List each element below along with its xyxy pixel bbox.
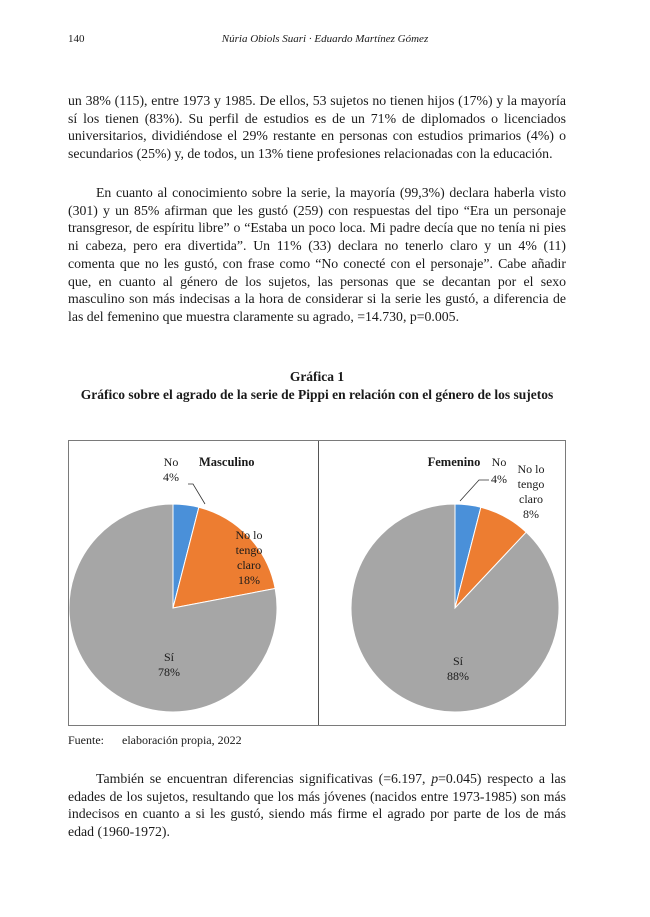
figure-title: Gráfico sobre el agrado de la serie de Pippi en relación con el género de los sujetos: [80, 386, 554, 402]
data-label-si-femenino-line: Sí: [452, 654, 464, 668]
paragraph-3-end: =0.045) respecto a las edades de los sujetos, resultando que los más jóvenes (nacidos entre 1973-1985) son más indecisos en cuanto a si les gustó, siendo más firme el agrado por parte de los de más edad (1960-1972).: [68, 771, 566, 840]
data-label-no-lo-tengo-claro-masculino-line: 18%: [238, 573, 260, 587]
pie-charts: [69, 441, 565, 725]
figure-source: [68, 733, 242, 748]
leader-line-no-femenino: [460, 480, 489, 501]
data-label-no-lo-tengo-claro-femenino: [518, 462, 545, 521]
running-title: Núria Obiols Suari · Eduardo Martínez Gómez: [221, 33, 429, 45]
page-header: [68, 33, 582, 49]
data-label-no-lo-tengo-claro-masculino-line: claro: [237, 558, 261, 572]
pie-title-femenino: Femenino: [427, 455, 481, 469]
paragraph-3-start: También se encuentran diferencias significativas (=6.197,: [96, 771, 432, 786]
pie-title-masculino: Masculino: [199, 455, 255, 469]
paragraph-1: un 38% (115), entre 1973 y 1985. De ellos, 53 sujetos no tienen hijos (17%) y la mayoría sí los tienen (83%). Su perfil de estudios es de un 71% de diplomados o licenciados universitarios, dividiéndose el 29% restante en personas con estudios primarios (4%) o secundarios (25%) y, de todos, un 13% tiene profesiones relacionadas con la educación.: [68, 93, 566, 162]
source-label: Fuente:: [68, 733, 104, 747]
data-label-no-lo-tengo-claro-masculino-line: tengo: [235, 543, 263, 557]
data-label-no-masculino-line: 4%: [163, 470, 179, 484]
data-label-no-lo-tengo-claro-femenino-line: No lo: [517, 462, 545, 476]
data-label-no-pct-femenino: [491, 472, 507, 486]
data-label-no-pct-femenino-line: 4%: [491, 472, 507, 486]
leader-line-no-masculino: [188, 484, 205, 504]
paragraph-2: En cuanto al conocimiento sobre la serie, la mayoría (99,3%) declara haberla visto (301) y un 85% afirman que les gustó (259) con respuestas del tipo “Era un personaje transgresor, de espíritu libre” o “Estaba un poco loca. Mi padre decía que no tenía ni pies ni cabeza, pero era divertida”. Un 11% (33) declara no tenerlo claro y un 4% (11) comenta que no les gustó, con frase como “No conecté con el personaje”. Cabe añadir que, en cuanto al género de los sujetos, las personas que se decantan por el sexo masculino son más indecisas a la hora de considerar si la serie les gustó, a diferencia de las del femenino que muestra claramente su agrado, =14.730, p=0.005.: [68, 185, 566, 324]
chart-frame: [68, 440, 566, 726]
source-text: elaboración propia, 2022: [122, 733, 242, 747]
figure-caption: [68, 368, 566, 403]
data-label-no-lo-tengo-claro-femenino-line: 8%: [523, 507, 539, 521]
data-label-si-masculino-line: Sí: [163, 650, 175, 664]
p-value-italic: p: [431, 771, 439, 786]
figure-number: Gráfica 1: [289, 369, 345, 384]
data-label-no-lo-tengo-claro-femenino-line: tengo: [517, 477, 545, 491]
data-label-no-masculino-line: No: [163, 455, 179, 469]
data-label-si-masculino-line: 78%: [158, 665, 180, 679]
paragraph-3: [68, 770, 566, 841]
page-number: 140: [68, 33, 85, 45]
data-label-no-lo-tengo-claro-femenino-line: claro: [519, 492, 543, 506]
data-label-no-lo-tengo-claro-masculino-line: No lo: [235, 528, 263, 542]
data-label-si-femenino-line: 88%: [447, 669, 469, 683]
data-label-no-femenino: [492, 455, 507, 469]
data-label-no-femenino-line: No: [491, 455, 507, 469]
data-label-no-masculino: [163, 455, 179, 484]
data-label-no-lo-tengo-claro-masculino: [236, 528, 263, 587]
